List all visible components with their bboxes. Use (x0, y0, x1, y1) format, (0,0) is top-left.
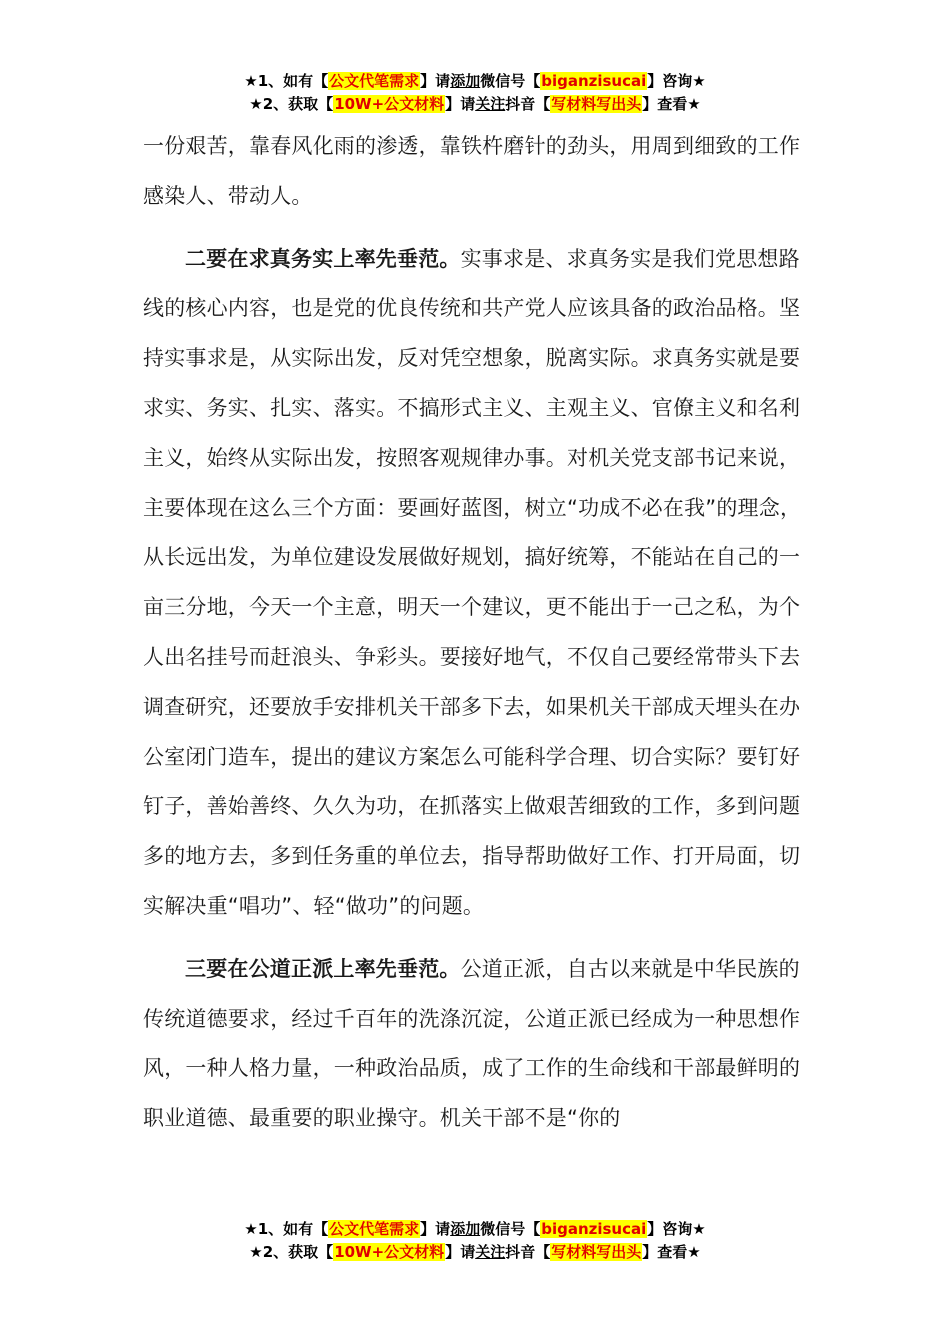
footer-banner (0, 1218, 950, 1264)
paragraph-lead: 二要在求真务实上率先垂范。 (185, 246, 461, 271)
banner-underlined: 关注 (475, 95, 506, 113)
paragraph-1: 一份艰苦，靠春风化雨的渗透，靠铁杵磨针的劲头，用周到细致的工作感染人、带动人。 (143, 134, 801, 208)
banner-text: ★1、如有【 (244, 1220, 329, 1238)
banner-text: 】请 (445, 95, 476, 113)
banner-text: 】咨询★ (647, 1220, 706, 1238)
banner-text: 】请 (445, 1243, 476, 1261)
banner-text: 抖音【 (505, 95, 551, 113)
banner-underlined: 添加 (450, 1220, 481, 1238)
banner-text: 】请 (420, 1220, 451, 1238)
banner-highlight: biganzisucai (541, 72, 647, 90)
banner-line-2 (0, 1241, 950, 1264)
banner-text: ★2、获取【 (249, 95, 334, 113)
banner-underlined: 关注 (475, 1243, 506, 1261)
paragraph-3 (143, 945, 813, 1144)
banner-underlined: 添加 (450, 72, 481, 90)
banner-line-1 (0, 70, 950, 93)
paragraph-lead: 三要在公道正派上率先垂范。 (185, 956, 461, 981)
banner-text: 微信号【 (480, 1220, 541, 1238)
banner-highlight: 10W+公文材料 (334, 95, 445, 113)
banner-text: 微信号【 (480, 72, 541, 90)
banner-text: 抖音【 (505, 1243, 551, 1261)
paragraph-2 (143, 235, 813, 932)
banner-text: ★2、获取【 (249, 1243, 334, 1261)
banner-text: 】咨询★ (647, 72, 706, 90)
header-banner (0, 70, 950, 116)
banner-text: ★1、如有【 (244, 72, 329, 90)
banner-highlight: 10W+公文材料 (334, 1243, 445, 1261)
document-body (143, 122, 813, 1144)
paragraph-text: 实事求是、求真务实是我们党思想路线的核心内容，也是党的优良传统和共产党人应该具备的政治品格。坚持实事求是，从实际出发，反对凭空想象，脱离实际。求真务实就是要求实、务实、扎实、落实。不搞形式主义、主观主义、官僚主义和名利主义，始终从实际出发，按照客观规律办事。对机关党支部书记来说，主要体现在这么三个方面：要画好蓝图，树立“功成不必在我”的理念，从长远出发，为单位建设发展做好规划，搞好统筹，不能站在自己的一亩三分地，今天一个主意，明天一个建议，更不能出于一己之私，为个人出名挂号而赶浪头、争彩头。要接好地气，不仅自己要经常带头下去调查研究，还要放手安排机关干部多下去，如果机关干部成天埋头在办公室闭门造车，提出的建议方案怎么可能科学合理、切合实际？要钉好钉子，善始善终、久久为功，在抓落实上做艰苦细致的工作，多到问题多的地方去，多到任务重的单位去，指导帮助做好工作、打开局面，切实解决重“唱功”、轻“做功”的问题。 (143, 246, 802, 918)
banner-highlight: 写材料写出头 (551, 1243, 642, 1261)
banner-text: 】查看★ (642, 1243, 701, 1261)
banner-text: 】查看★ (642, 95, 701, 113)
banner-highlight: biganzisucai (541, 1220, 647, 1238)
banner-highlight: 公文代笔需求 (329, 1220, 420, 1238)
paragraph-text: 公道正派，自古以来就是中华民族的传统道德要求，经过千百年的洗涤沉淀，公道正派已经成为一种思想作风，一种人格力量，一种政治品质，成了工作的生命线和干部最鲜明的职业道德、最重要的职业操守。机关干部不是“你的 (143, 956, 801, 1131)
banner-highlight: 公文代笔需求 (329, 72, 420, 90)
banner-line-2 (0, 93, 950, 116)
banner-highlight: 写材料写出头 (551, 95, 642, 113)
banner-line-1 (0, 1218, 950, 1241)
banner-text: 】请 (420, 72, 451, 90)
